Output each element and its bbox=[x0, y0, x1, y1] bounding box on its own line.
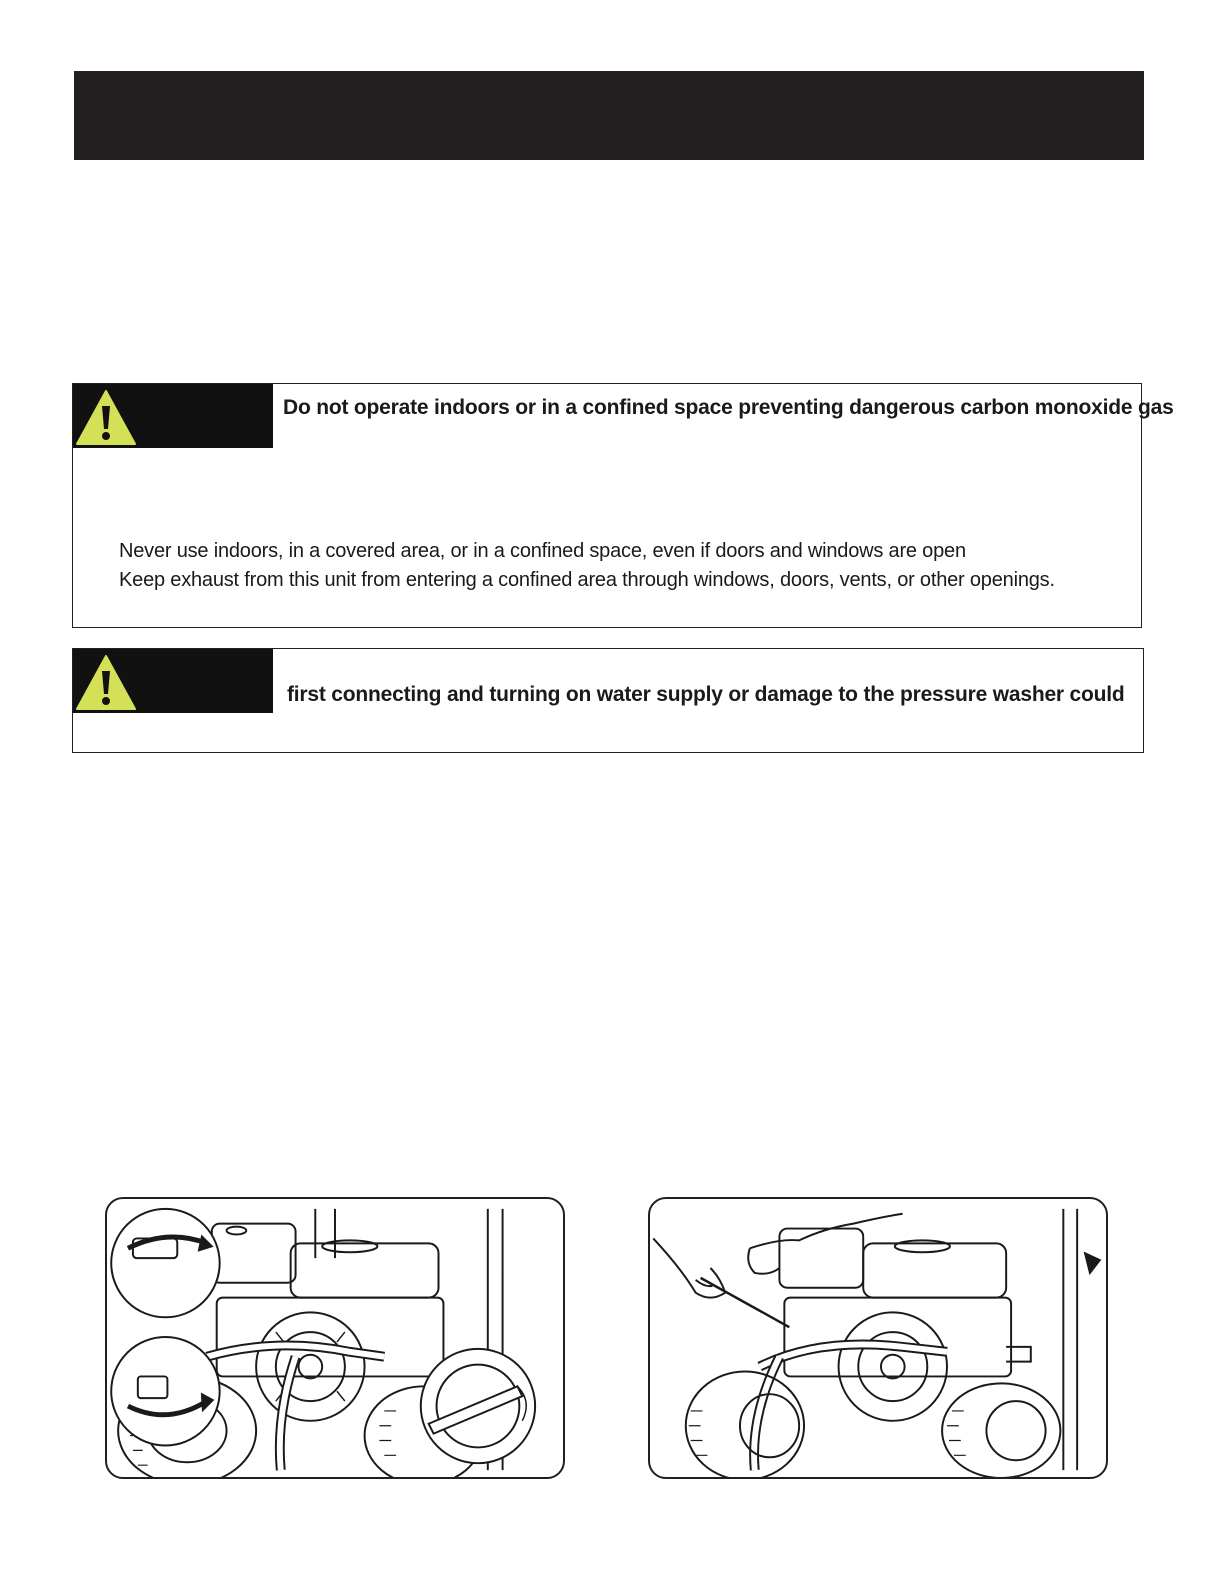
warning-box-water-supply bbox=[72, 648, 1144, 753]
warning-bullet: Keep exhaust from this unit from entering a confined area through windows, doors, vents, or other openings. bbox=[119, 569, 1055, 591]
warning-triangle-icon bbox=[75, 653, 137, 711]
warning-tab bbox=[73, 649, 273, 713]
warning-headline: first connecting and turning on water supply or damage to the pressure washer could bbox=[287, 683, 1125, 706]
warning-bullet-list bbox=[119, 537, 1055, 595]
dipstick-oil-check-illustration bbox=[648, 1197, 1108, 1479]
warning-triangle-icon bbox=[75, 388, 137, 446]
warning-bullet: Never use indoors, in a covered area, or in a confined space, even if doors and windows are open bbox=[119, 540, 966, 562]
engine-controls-illustration bbox=[105, 1197, 565, 1479]
warning-box-carbon-monoxide bbox=[72, 383, 1174, 628]
section-header-bar bbox=[74, 71, 1144, 160]
warning-headline: Do not operate indoors or in a confined space preventing dangerous carbon monoxide gas bbox=[283, 396, 1174, 419]
warning-tab bbox=[73, 384, 273, 448]
